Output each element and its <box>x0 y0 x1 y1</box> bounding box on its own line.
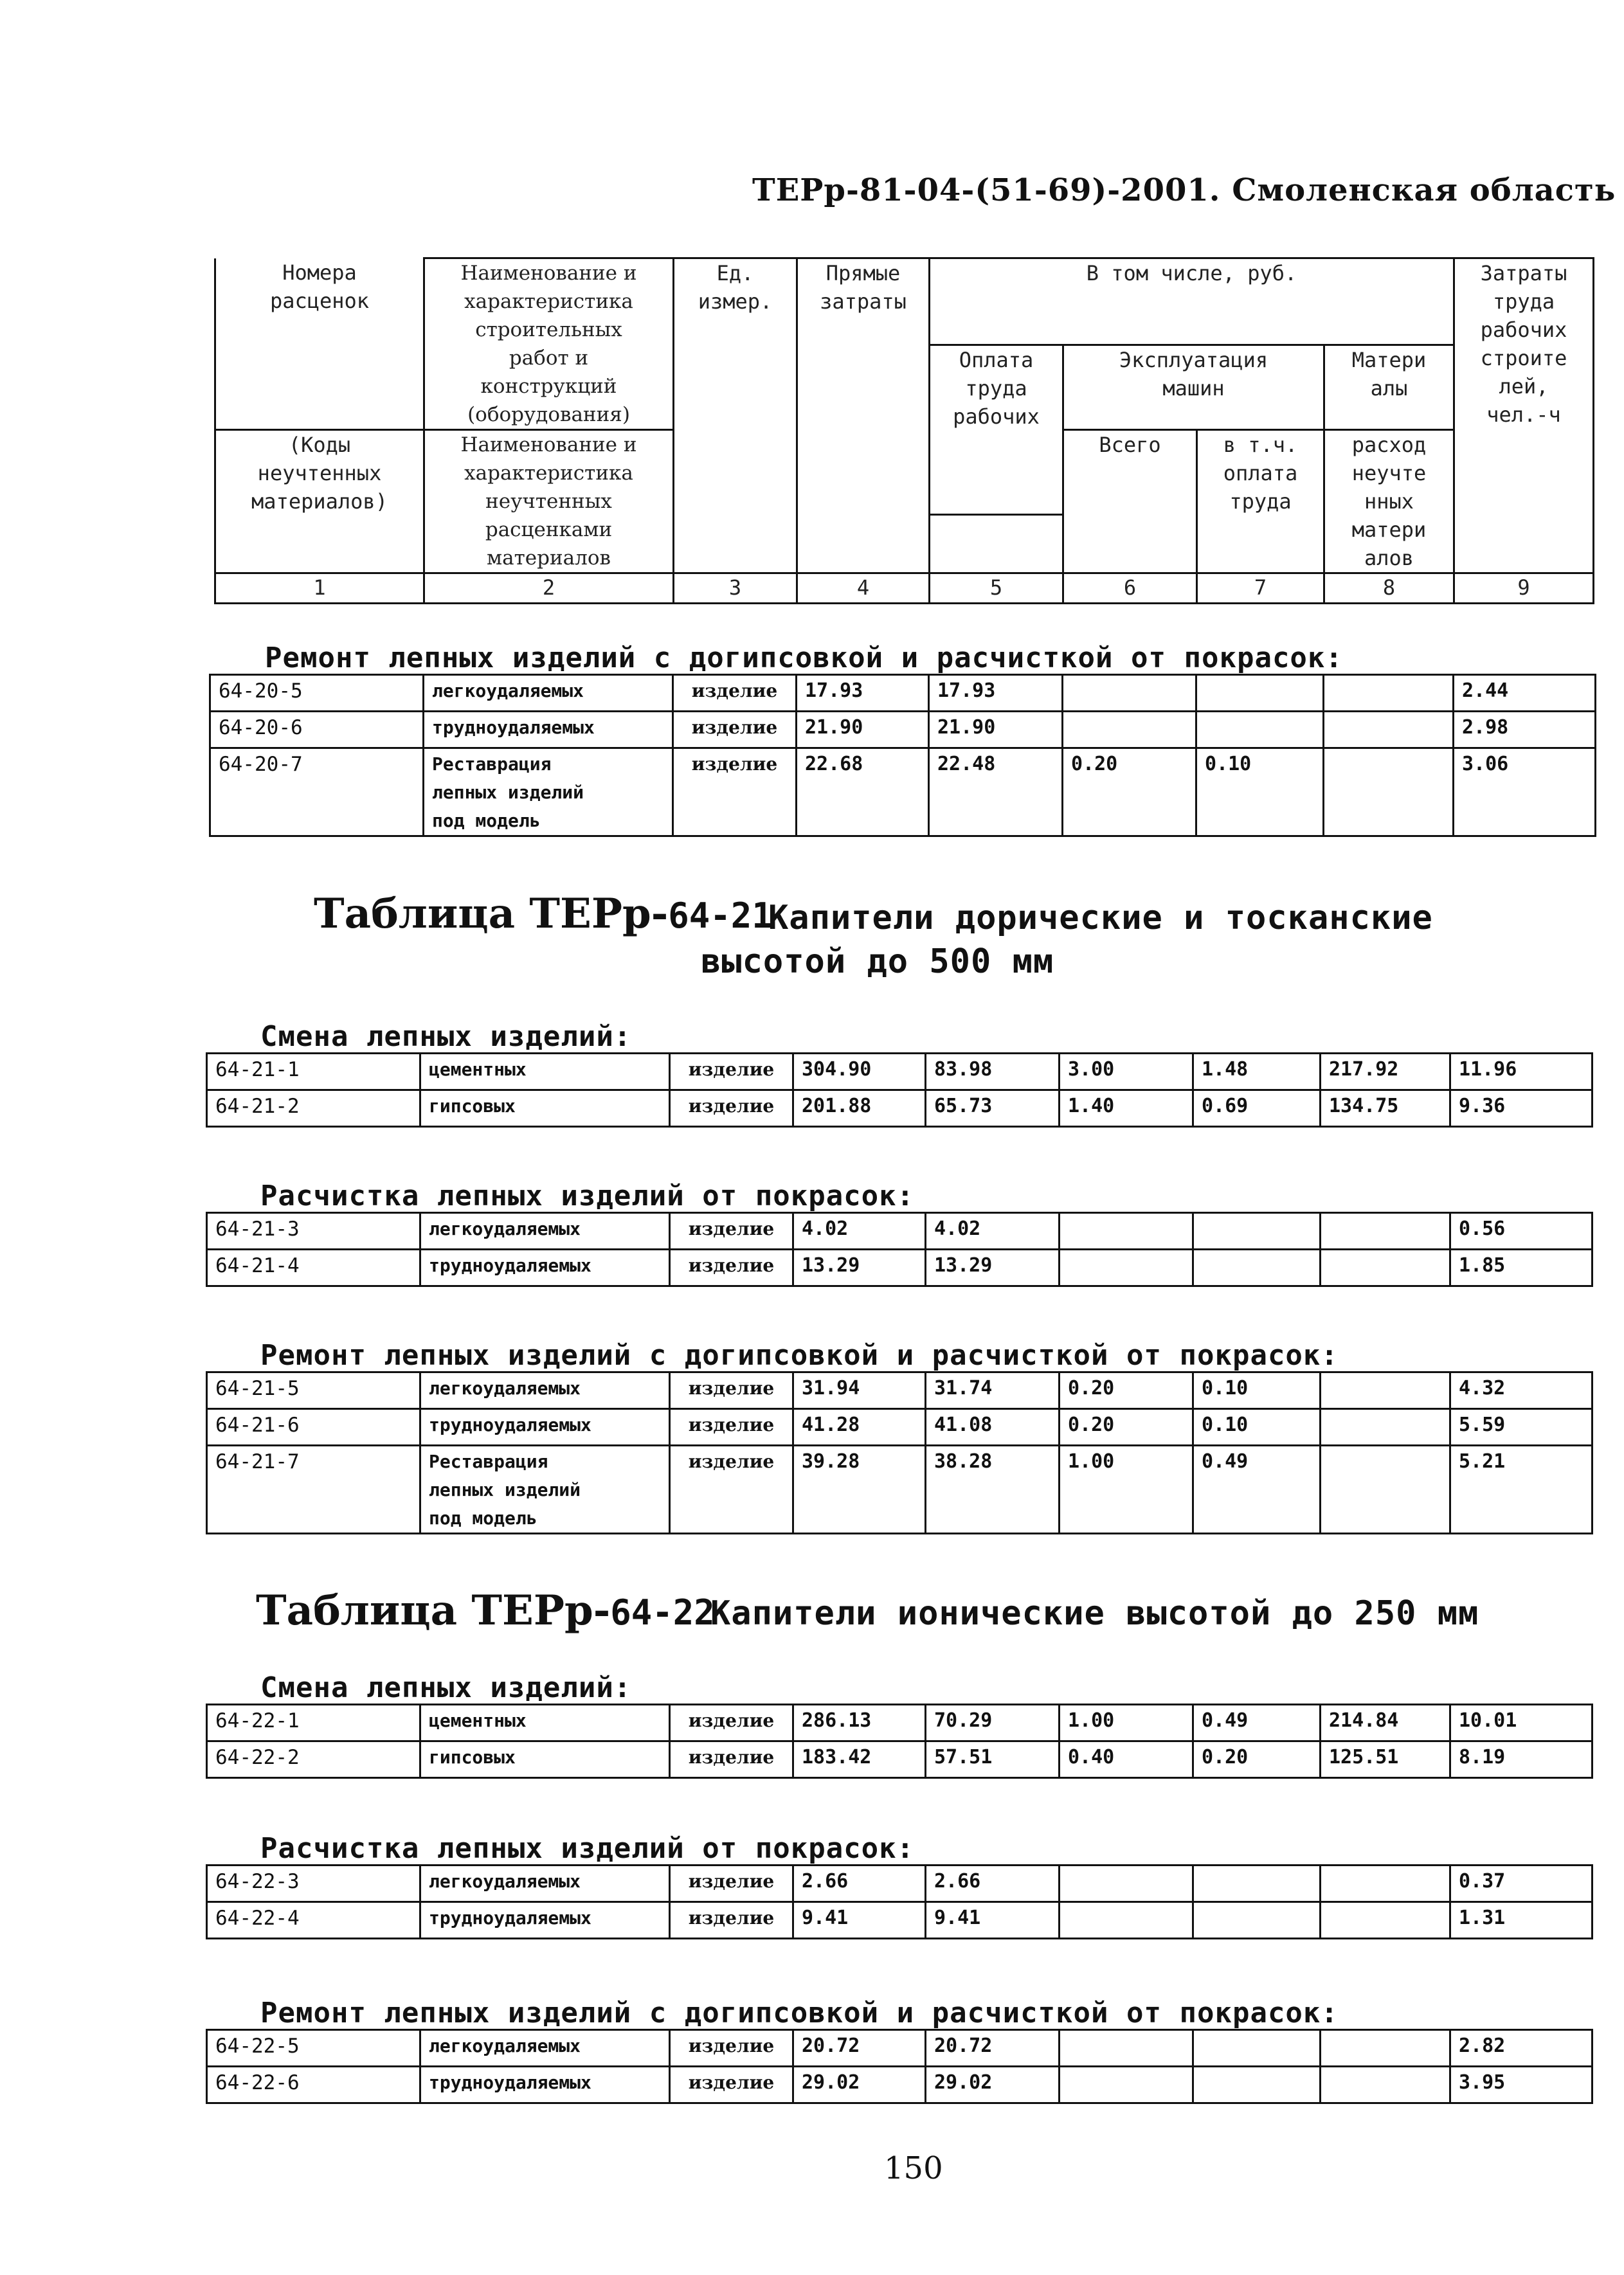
header-line: (Коды <box>288 433 351 457</box>
header-line: неучтенных <box>257 461 382 485</box>
column-number: 1 <box>215 573 424 604</box>
cell-machine-total <box>1060 1250 1193 1286</box>
cell-materials <box>1321 1372 1450 1409</box>
header-line: (оборудования) <box>467 403 630 426</box>
cell-wages: 9.41 <box>926 1902 1060 1939</box>
cell-materials <box>1321 1213 1450 1250</box>
header-line: Затраты <box>1480 261 1567 285</box>
cell-wages: 70.29 <box>926 1705 1060 1741</box>
cell-labor-hours: 8.19 <box>1450 1741 1592 1778</box>
cell-materials: 217.92 <box>1321 1054 1450 1090</box>
header-wages <box>930 345 1063 515</box>
cell-machine-total: 0.20 <box>1060 1372 1193 1409</box>
cell-work-name: цементных <box>420 1054 670 1090</box>
cell-unit: изделие <box>670 1705 793 1741</box>
cell-machine-wages: 1.48 <box>1193 1054 1321 1090</box>
cell-machine-total <box>1060 1866 1193 1902</box>
header-line: затраты <box>820 289 907 314</box>
cell-direct-costs: 41.28 <box>793 1409 926 1446</box>
section-title: Расчистка лепных изделий от покрасок: <box>260 1832 915 1865</box>
rates-table <box>206 1864 1593 1939</box>
cell-rate-code: 64-22-1 <box>207 1705 420 1741</box>
cell-wages: 29.02 <box>926 2067 1060 2103</box>
cell-work-name: трудноудаляемых <box>420 1902 670 1939</box>
cell-materials: 214.84 <box>1321 1705 1450 1741</box>
header-direct-costs <box>797 258 930 573</box>
cell-machine-total: 0.40 <box>1060 1741 1193 1778</box>
cell-direct-costs: 304.90 <box>793 1054 926 1090</box>
table-row <box>207 1866 1592 1902</box>
cell-labor-hours: 10.01 <box>1450 1705 1592 1741</box>
header-line: Оплата <box>959 348 1034 372</box>
header-line: измер. <box>698 289 773 314</box>
cell-rate-code: 64-21-7 <box>207 1446 420 1534</box>
header-line: Ед. <box>716 261 754 285</box>
header-line: нных <box>1364 489 1414 514</box>
rates-table <box>206 1052 1593 1128</box>
table-row <box>210 675 1596 712</box>
cell-unit: изделие <box>670 2067 793 2103</box>
cell-wages: 20.72 <box>926 2030 1060 2067</box>
cell-materials <box>1321 2067 1450 2103</box>
cell-machine-wages: 0.10 <box>1193 1372 1321 1409</box>
cell-wages: 38.28 <box>926 1446 1060 1534</box>
cell-wages: 13.29 <box>926 1250 1060 1286</box>
header-wages-cont <box>930 515 1063 573</box>
column-number: 6 <box>1063 573 1197 604</box>
header-line: неучте <box>1351 461 1427 485</box>
section-title: Смена лепных изделий: <box>260 1020 632 1053</box>
cell-unit: изделие <box>670 1213 793 1250</box>
cell-rate-code: 64-20-7 <box>210 748 424 836</box>
header-line: матери <box>1351 517 1427 542</box>
cell-rate-code: 64-22-3 <box>207 1866 420 1902</box>
cell-rate-code: 64-21-5 <box>207 1372 420 1409</box>
cell-labor-hours: 9.36 <box>1450 1090 1592 1127</box>
header-material-name <box>424 430 674 573</box>
cell-labor-hours: 5.21 <box>1450 1446 1592 1534</box>
table-row <box>207 2067 1592 2103</box>
section-title: Ремонт лепных изделий с догипсовкой и расчисткой от покрасок: <box>260 1339 1339 1372</box>
table-row <box>207 1090 1592 1127</box>
cell-work-name: легкоудаляемых <box>420 1866 670 1902</box>
header-group-including: В том числе, руб. <box>930 258 1454 345</box>
cell-machine-total: 3.00 <box>1060 1054 1193 1090</box>
cell-machine-total <box>1060 2030 1193 2067</box>
document-title: ТЕРр-81-04-(51-69)-2001. Смоленская область <box>752 172 1616 208</box>
table-row <box>207 1446 1592 1534</box>
header-line: конструкций <box>480 375 617 398</box>
header-line: алы <box>1370 376 1408 400</box>
cell-work-name: легкоудаляемых <box>424 675 673 712</box>
cell-wages: 57.51 <box>926 1741 1060 1778</box>
cell-materials: 134.75 <box>1321 1090 1450 1127</box>
cell-machine-wages: 0.69 <box>1193 1090 1321 1127</box>
cell-materials <box>1321 1866 1450 1902</box>
table-row <box>207 1741 1592 1778</box>
column-number: 2 <box>424 573 674 604</box>
cell-wages: 31.74 <box>926 1372 1060 1409</box>
header-line: расход <box>1351 433 1427 457</box>
cell-rate-code: 64-22-6 <box>207 2067 420 2103</box>
cell-labor-hours: 0.37 <box>1450 1866 1592 1902</box>
table-caption <box>256 1587 715 1635</box>
cell-labor-hours: 1.31 <box>1450 1902 1592 1939</box>
cell-machine-wages <box>1193 2067 1321 2103</box>
header-line: характеристика <box>464 462 633 485</box>
header-line: Прямые <box>826 261 901 285</box>
cell-labor-hours: 3.06 <box>1454 748 1596 836</box>
cell-work-name: легкоудаляемых <box>420 1213 670 1250</box>
cell-machine-wages: 0.10 <box>1196 748 1324 836</box>
caption-number: 64-21 <box>668 895 773 936</box>
cell-labor-hours: 2.98 <box>1454 712 1596 748</box>
column-number: 8 <box>1324 573 1454 604</box>
table-row <box>207 1705 1592 1741</box>
cell-unit: изделие <box>670 2030 793 2067</box>
header-line: рабочих <box>1480 318 1567 342</box>
header-line: труда <box>1492 289 1555 314</box>
cell-machine-wages: 0.10 <box>1193 1409 1321 1446</box>
table-row <box>207 1372 1592 1409</box>
header-line: неучтенных <box>485 490 612 513</box>
header-unit <box>674 258 797 573</box>
cell-materials <box>1321 2030 1450 2067</box>
cell-wages: 41.08 <box>926 1409 1060 1446</box>
column-header-table <box>214 257 1594 604</box>
cell-wages: 2.66 <box>926 1866 1060 1902</box>
cell-rate-code: 64-22-5 <box>207 2030 420 2067</box>
cell-labor-hours: 2.44 <box>1454 675 1596 712</box>
cell-machine-total: 1.40 <box>1060 1090 1193 1127</box>
cell-labor-hours: 2.82 <box>1450 2030 1592 2067</box>
cell-work-name: цементных <box>420 1705 670 1741</box>
header-labor-hours <box>1454 258 1594 573</box>
header-line: Наименование и <box>460 262 637 285</box>
cell-labor-hours: 1.85 <box>1450 1250 1592 1286</box>
table-row <box>210 712 1596 748</box>
table-row <box>207 1902 1592 1939</box>
cell-work-name: Реставрация лепных изделий под модель <box>420 1446 670 1534</box>
cell-labor-hours: 5.59 <box>1450 1409 1592 1446</box>
header-line: труда <box>965 376 1027 400</box>
cell-machine-wages: 0.20 <box>1193 1741 1321 1778</box>
header-line: лей, <box>1499 374 1549 399</box>
cell-direct-costs: 4.02 <box>793 1213 926 1250</box>
header-work-name <box>424 258 674 430</box>
cell-machine-wages <box>1193 1866 1321 1902</box>
header-line: работ и <box>509 346 589 370</box>
cell-unit: изделие <box>673 675 797 712</box>
header-line: рабочих <box>953 404 1040 429</box>
header-line: труда <box>1229 489 1292 514</box>
cell-machine-wages: 0.49 <box>1193 1446 1321 1534</box>
header-machine-operation <box>1063 345 1324 430</box>
header-line: Матери <box>1351 348 1427 372</box>
header-line: оплата <box>1223 461 1298 485</box>
cell-unit: изделие <box>673 712 797 748</box>
cell-rate-code: 64-21-1 <box>207 1054 420 1090</box>
header-line: Номера <box>282 260 357 285</box>
cell-machine-total <box>1063 712 1196 748</box>
section-title: Расчистка лепных изделий от покрасок: <box>260 1180 915 1212</box>
cell-machine-wages <box>1193 1250 1321 1286</box>
cell-direct-costs: 22.68 <box>797 748 929 836</box>
header-material-consumption <box>1324 430 1454 573</box>
column-number: 9 <box>1454 573 1594 604</box>
header-line: расценок <box>269 288 370 313</box>
caption-text: Капители ионические высотой до 250 мм <box>710 1594 1479 1633</box>
caption-number: 64-22 <box>610 1592 715 1633</box>
cell-wages: 22.48 <box>929 748 1063 836</box>
cell-direct-costs: 21.90 <box>797 712 929 748</box>
cell-rate-code: 64-22-2 <box>207 1741 420 1778</box>
cell-wages: 21.90 <box>929 712 1063 748</box>
caption-text-line2: высотой до 500 мм <box>701 942 1054 981</box>
cell-direct-costs: 31.94 <box>793 1372 926 1409</box>
cell-direct-costs: 13.29 <box>793 1250 926 1286</box>
cell-rate-code: 64-20-6 <box>210 712 424 748</box>
cell-machine-total <box>1060 1902 1193 1939</box>
cell-materials <box>1324 748 1454 836</box>
header-line: машин <box>1162 376 1225 400</box>
cell-wages: 4.02 <box>926 1213 1060 1250</box>
header-material-codes <box>215 430 424 573</box>
cell-machine-wages: 0.49 <box>1193 1705 1321 1741</box>
column-number: 3 <box>674 573 797 604</box>
cell-direct-costs: 201.88 <box>793 1090 926 1127</box>
cell-machine-wages <box>1193 2030 1321 2067</box>
header-line: расценками <box>485 518 613 541</box>
cell-machine-wages <box>1193 1213 1321 1250</box>
cell-work-name: трудноудаляемых <box>420 2067 670 2103</box>
rates-table <box>209 674 1596 837</box>
cell-wages: 83.98 <box>926 1054 1060 1090</box>
cell-direct-costs: 39.28 <box>793 1446 926 1534</box>
section-title: Ремонт лепных изделий с догипсовкой и расчисткой от покрасок: <box>260 1997 1339 2029</box>
header-column-numbers <box>215 573 1594 604</box>
header-rate-numbers <box>215 258 424 430</box>
table-caption <box>314 890 773 938</box>
column-number: 4 <box>797 573 930 604</box>
cell-materials <box>1321 1409 1450 1446</box>
cell-direct-costs: 2.66 <box>793 1866 926 1902</box>
header-line: строите <box>1480 346 1567 370</box>
cell-rate-code: 64-21-4 <box>207 1250 420 1286</box>
rates-table <box>206 1371 1593 1534</box>
cell-direct-costs: 183.42 <box>793 1741 926 1778</box>
cell-direct-costs: 17.93 <box>797 675 929 712</box>
header-materials <box>1324 345 1454 430</box>
cell-machine-total: 0.20 <box>1063 748 1196 836</box>
cell-work-name: трудноудаляемых <box>424 712 673 748</box>
rates-table <box>206 1212 1593 1287</box>
header-line: Эксплуатация <box>1119 348 1268 372</box>
header-machine-wages <box>1197 430 1324 573</box>
cell-machine-total <box>1060 2067 1193 2103</box>
cell-materials <box>1321 1250 1450 1286</box>
header-machine-total: Всего <box>1063 430 1197 573</box>
cell-unit: изделие <box>670 1741 793 1778</box>
caption-text: Капители дорические и тосканские <box>768 899 1433 937</box>
table-row <box>207 1250 1592 1286</box>
rates-table <box>206 2029 1593 2104</box>
cell-unit: изделие <box>673 748 797 836</box>
column-number: 5 <box>930 573 1063 604</box>
column-number: 7 <box>1197 573 1324 604</box>
cell-work-name: гипсовых <box>420 1090 670 1127</box>
cell-machine-wages <box>1193 1902 1321 1939</box>
cell-rate-code: 64-21-2 <box>207 1090 420 1127</box>
cell-work-name: легкоудаляемых <box>420 2030 670 2067</box>
cell-wages: 17.93 <box>929 675 1063 712</box>
section-title: Ремонт лепных изделий с догипсовкой и расчисткой от покрасок: <box>265 642 1343 674</box>
cell-unit: изделие <box>670 1866 793 1902</box>
header-line: Наименование и <box>460 433 637 456</box>
cell-machine-total: 1.00 <box>1060 1446 1193 1534</box>
cell-rate-code: 64-20-5 <box>210 675 424 712</box>
cell-machine-wages <box>1196 675 1324 712</box>
header-line: чел.-ч <box>1486 402 1561 427</box>
cell-work-name: гипсовых <box>420 1741 670 1778</box>
cell-unit: изделие <box>670 1090 793 1127</box>
cell-labor-hours: 3.95 <box>1450 2067 1592 2103</box>
cell-labor-hours: 4.32 <box>1450 1372 1592 1409</box>
cell-materials <box>1324 675 1454 712</box>
cell-direct-costs: 20.72 <box>793 2030 926 2067</box>
cell-direct-costs: 286.13 <box>793 1705 926 1741</box>
cell-unit: изделие <box>670 1902 793 1939</box>
cell-work-name: трудноудаляемых <box>420 1409 670 1446</box>
cell-wages: 65.73 <box>926 1090 1060 1127</box>
cell-work-name: Реставрация лепных изделий под модель <box>424 748 673 836</box>
cell-rate-code: 64-21-3 <box>207 1213 420 1250</box>
header-line: в т.ч. <box>1223 433 1298 457</box>
cell-machine-total: 1.00 <box>1060 1705 1193 1741</box>
cell-materials <box>1321 1902 1450 1939</box>
header-line: алов <box>1364 546 1414 570</box>
table-row <box>210 748 1596 836</box>
cell-rate-code: 64-21-6 <box>207 1409 420 1446</box>
cell-rate-code: 64-22-4 <box>207 1902 420 1939</box>
cell-materials <box>1321 1446 1450 1534</box>
cell-unit: изделие <box>670 1409 793 1446</box>
header-line: характеристика <box>464 290 633 313</box>
cell-materials: 125.51 <box>1321 1741 1450 1778</box>
cell-work-name: трудноудаляемых <box>420 1250 670 1286</box>
cell-unit: изделие <box>670 1372 793 1409</box>
table-row <box>207 1054 1592 1090</box>
cell-direct-costs: 9.41 <box>793 1902 926 1939</box>
table-row <box>207 1213 1592 1250</box>
cell-work-name: легкоудаляемых <box>420 1372 670 1409</box>
cell-labor-hours: 0.56 <box>1450 1213 1592 1250</box>
caption-label: Таблица ТЕРр- <box>256 1587 611 1635</box>
rates-table <box>206 1704 1593 1779</box>
cell-direct-costs: 29.02 <box>793 2067 926 2103</box>
cell-unit: изделие <box>670 1054 793 1090</box>
cell-machine-wages <box>1196 712 1324 748</box>
cell-labor-hours: 11.96 <box>1450 1054 1592 1090</box>
header-line: материалов) <box>251 489 388 514</box>
header-line: материалов <box>487 546 611 570</box>
section-title: Смена лепных изделий: <box>260 1671 632 1704</box>
page-number: 150 <box>884 2150 943 2186</box>
cell-machine-total <box>1060 1213 1193 1250</box>
cell-unit: изделие <box>670 1446 793 1534</box>
header-line: строительных <box>475 318 622 341</box>
table-row <box>207 2030 1592 2067</box>
cell-unit: изделие <box>670 1250 793 1286</box>
cell-machine-total: 0.20 <box>1060 1409 1193 1446</box>
cell-materials <box>1324 712 1454 748</box>
table-row <box>207 1409 1592 1446</box>
cell-machine-total <box>1063 675 1196 712</box>
caption-label: Таблица ТЕРр- <box>314 890 669 938</box>
